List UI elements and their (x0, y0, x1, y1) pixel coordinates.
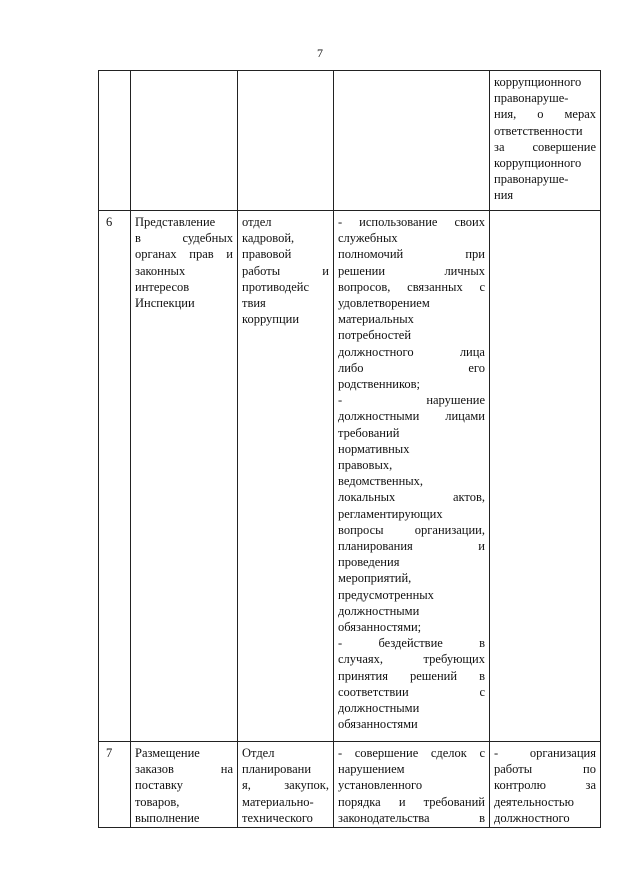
cell-text-line: органах прав и (135, 247, 233, 262)
cell-text-line: товаров, (135, 794, 180, 809)
department-cell (238, 211, 334, 742)
cell-text-line: должностными (338, 603, 420, 618)
cell-text-line: нормативных (338, 441, 410, 456)
cell-text-line: планирования и (338, 539, 485, 554)
cell-text-line: ответственности (494, 123, 583, 138)
cell-text-line: нарушением (338, 762, 405, 777)
cell-text-line: соответствии с (338, 684, 485, 699)
measures-cell (490, 742, 601, 828)
cell-text-line: проведения (338, 555, 400, 570)
table-row (99, 211, 601, 742)
cell-text-line: требований (338, 425, 400, 440)
cell-text-line: Отдел (242, 746, 275, 760)
cell-text-line: должностного лица (338, 344, 485, 359)
cell-text-line: я, закупок, (242, 778, 329, 793)
cell-text-line: ния (494, 188, 514, 203)
cell-text-line: Инспекции (135, 296, 195, 311)
cell-text-line: правонаруше- (494, 91, 569, 106)
cell-text-line: - совершение сделок с (338, 746, 485, 760)
risk-description-cell (334, 742, 490, 828)
risk-description-cell (334, 71, 490, 211)
cell-text-line: планировани (242, 762, 312, 777)
cell-text-line: законных (135, 263, 186, 278)
cell-text-line: - организация (494, 746, 596, 760)
cell-text-line: интересов (135, 279, 190, 294)
cell-text-line: порядка и требований (338, 794, 485, 809)
cell-text-line: обязанностями; (338, 620, 422, 635)
cell-text-line: выполнение (135, 810, 200, 825)
cell-text-line: - бездействие в (338, 636, 485, 651)
row-number-cell (99, 71, 131, 211)
cell-text-line: решении личных (338, 263, 485, 278)
department-cell (238, 742, 334, 828)
cell-text-line: противодейс (242, 279, 310, 294)
risk-description-cell (334, 211, 490, 742)
cell-text-line: работы и (242, 263, 329, 278)
cell-text-line: правонаруше- (494, 172, 569, 187)
cell-text-line: - нарушение (338, 393, 485, 408)
cell-text-line: правовых, (338, 458, 393, 473)
cell-text-line: регламентирующих (338, 506, 443, 521)
cell-text-line: родственников; (338, 377, 421, 392)
corruption-risk-table (98, 70, 601, 828)
cell-text-line: должностными (338, 701, 420, 716)
cell-text-line: поставку (135, 778, 184, 793)
cell-text-line: коррупционного (494, 156, 582, 171)
cell-text-line: установленного (338, 778, 423, 793)
cell-text-line: Представление (135, 215, 216, 229)
cell-text-line: должностными лицами (338, 409, 485, 424)
cell-text-line: за совершение (494, 139, 596, 154)
cell-text-line: обязанностями (338, 717, 418, 732)
cell-text-line: случаях, требующих (338, 652, 485, 667)
cell-text-line: локальных актов, (338, 490, 485, 505)
cell-text-line: в судебных (135, 231, 233, 246)
cell-text-line: мероприятий, (338, 571, 412, 586)
cell-text-line: контролю за (494, 778, 596, 793)
cell-text-line: ния, о мерах (494, 107, 596, 122)
row-number-cell: 7 (99, 742, 131, 828)
cell-text-line: предусмотренных (338, 587, 434, 602)
cell-text-line: деятельностью (494, 794, 574, 809)
row-number-cell: 6 (99, 211, 131, 742)
cell-text-line: правовой (242, 247, 292, 262)
function-cell (131, 742, 238, 828)
cell-text-line: коррупционного (494, 75, 582, 89)
cell-text-line: вопросов, связанных с (338, 279, 485, 294)
cell-text-line: твия (242, 296, 266, 311)
department-cell (238, 71, 334, 211)
cell-text-line: отдел (242, 215, 272, 229)
function-cell (131, 211, 238, 742)
measures-cell (490, 71, 601, 211)
table-row (99, 742, 601, 828)
cell-text-line: ведомственных, (338, 474, 424, 489)
cell-text-line: принятия решений в (338, 668, 485, 683)
cell-text-line: законодательства в (338, 810, 485, 825)
cell-text-line: - использование своих (338, 215, 485, 229)
cell-text-line: потребностей (338, 328, 412, 343)
cell-text-line: работы по (494, 762, 596, 777)
cell-text-line: коррупции (242, 312, 300, 327)
cell-text-line: кадровой, (242, 231, 295, 246)
cell-text-line: материальных (338, 312, 414, 327)
cell-text-line: заказов на (135, 762, 233, 777)
cell-text-line: материально- (242, 794, 314, 809)
measures-cell (490, 211, 601, 742)
cell-text-line: либо его (338, 360, 485, 375)
cell-text-line: служебных (338, 231, 398, 246)
table-row (99, 71, 601, 211)
function-cell (131, 71, 238, 211)
cell-text-line: удовлетворением (338, 296, 430, 311)
page-number: 7 (317, 46, 323, 60)
cell-text-line: полномочий при (338, 247, 485, 262)
cell-text-line: технического (242, 810, 313, 825)
cell-text-line: Размещение (135, 746, 200, 760)
cell-text-line: должностного (494, 810, 570, 825)
cell-text-line: вопросы организации, (338, 522, 485, 537)
